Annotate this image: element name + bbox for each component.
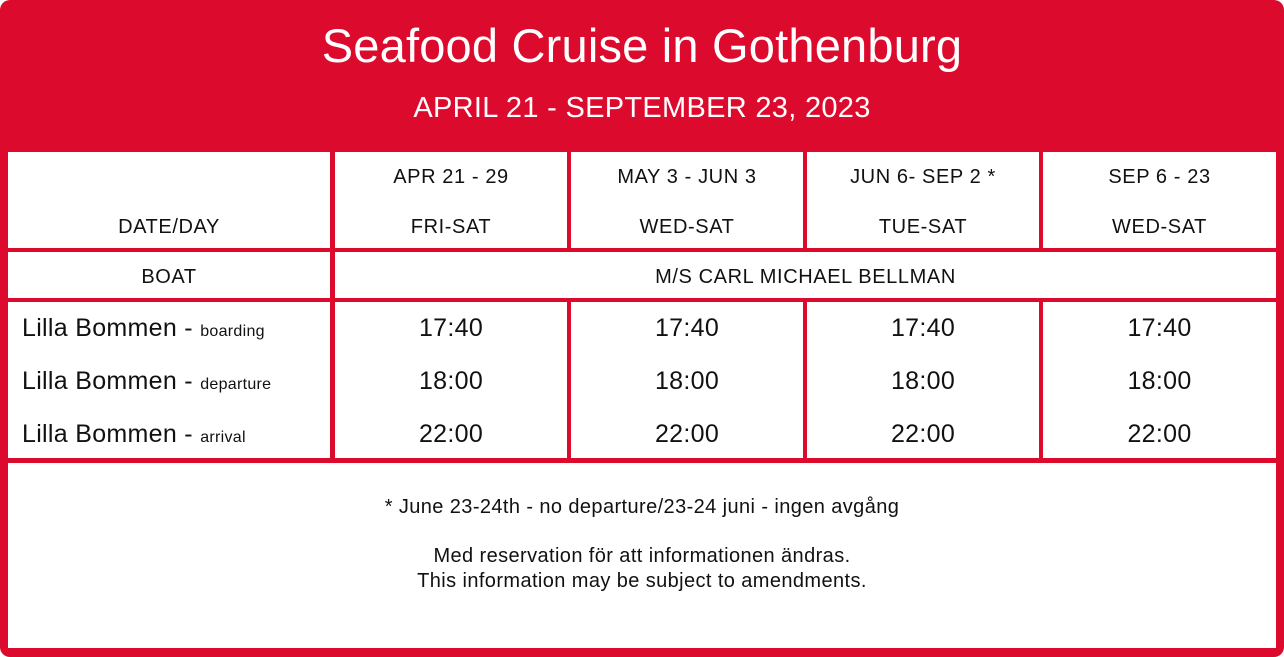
period-header-4 — [1043, 152, 1276, 248]
times-column-4 — [1043, 302, 1276, 458]
footer-notes — [8, 463, 1276, 648]
period-dates: SEP 6 - 23 — [1108, 166, 1211, 188]
stop-row-arrival — [22, 420, 246, 449]
disclaimer-swedish: Med reservation för att informationen ändras. — [433, 545, 851, 567]
time-cell: 17:40 — [654, 314, 720, 342]
period-days: FRI-SAT — [410, 216, 492, 238]
period-days: WED-SAT — [639, 216, 735, 238]
stop-place: Lilla Bommen - — [22, 314, 193, 342]
boat-label: BOAT — [141, 266, 197, 288]
stop-event: departure — [200, 376, 272, 393]
period-dates: MAY 3 - JUN 3 — [617, 166, 757, 188]
time-cell: 22:00 — [1127, 420, 1192, 448]
season-dates: APRIL 21 - SEPTEMBER 23, 2023 — [413, 92, 871, 124]
stops-cell — [8, 302, 330, 458]
stop-row-departure — [22, 367, 271, 396]
time-cell: 22:00 — [890, 420, 956, 448]
times-column-2 — [571, 302, 803, 458]
time-cell: 22:00 — [654, 420, 720, 448]
times-column-1 — [335, 302, 567, 458]
period-days: TUE-SAT — [878, 216, 968, 238]
page-title: Seafood Cruise in Gothenburg — [321, 19, 963, 72]
time-cell: 22:00 — [418, 420, 484, 448]
stop-event: arrival — [200, 429, 246, 446]
period-header-3 — [807, 152, 1039, 248]
date-day-header-cell — [8, 152, 330, 248]
times-column-3 — [807, 302, 1039, 458]
stop-place: Lilla Bommen - — [22, 367, 193, 395]
stop-place: Lilla Bommen - — [22, 420, 193, 448]
time-cell: 17:40 — [1127, 314, 1192, 342]
time-cell: 17:40 — [418, 314, 484, 342]
time-cell: 17:40 — [890, 314, 956, 342]
time-cell: 18:00 — [1127, 367, 1192, 395]
time-cell: 18:00 — [890, 367, 956, 395]
period-header-1 — [335, 152, 567, 248]
period-dates: JUN 6- SEP 2 * — [850, 166, 996, 188]
boat-name-cell — [335, 252, 1276, 298]
time-cell: 18:00 — [654, 367, 720, 395]
boat-name: M/S CARL MICHAEL BELLMAN — [655, 266, 956, 288]
stop-event: boarding — [200, 323, 265, 340]
time-cell: 18:00 — [418, 367, 484, 395]
period-dates: APR 21 - 29 — [393, 166, 509, 188]
boat-label-cell — [8, 252, 330, 298]
no-departure-note: * June 23-24th - no departure/23-24 juni - ingen avgång — [384, 496, 900, 518]
period-days: WED-SAT — [1112, 216, 1207, 238]
disclaimer-english: This information may be subject to amendments. — [417, 570, 867, 592]
stop-row-boarding — [22, 314, 265, 343]
date-day-label: DATE/DAY — [118, 216, 220, 238]
period-header-2 — [571, 152, 803, 248]
